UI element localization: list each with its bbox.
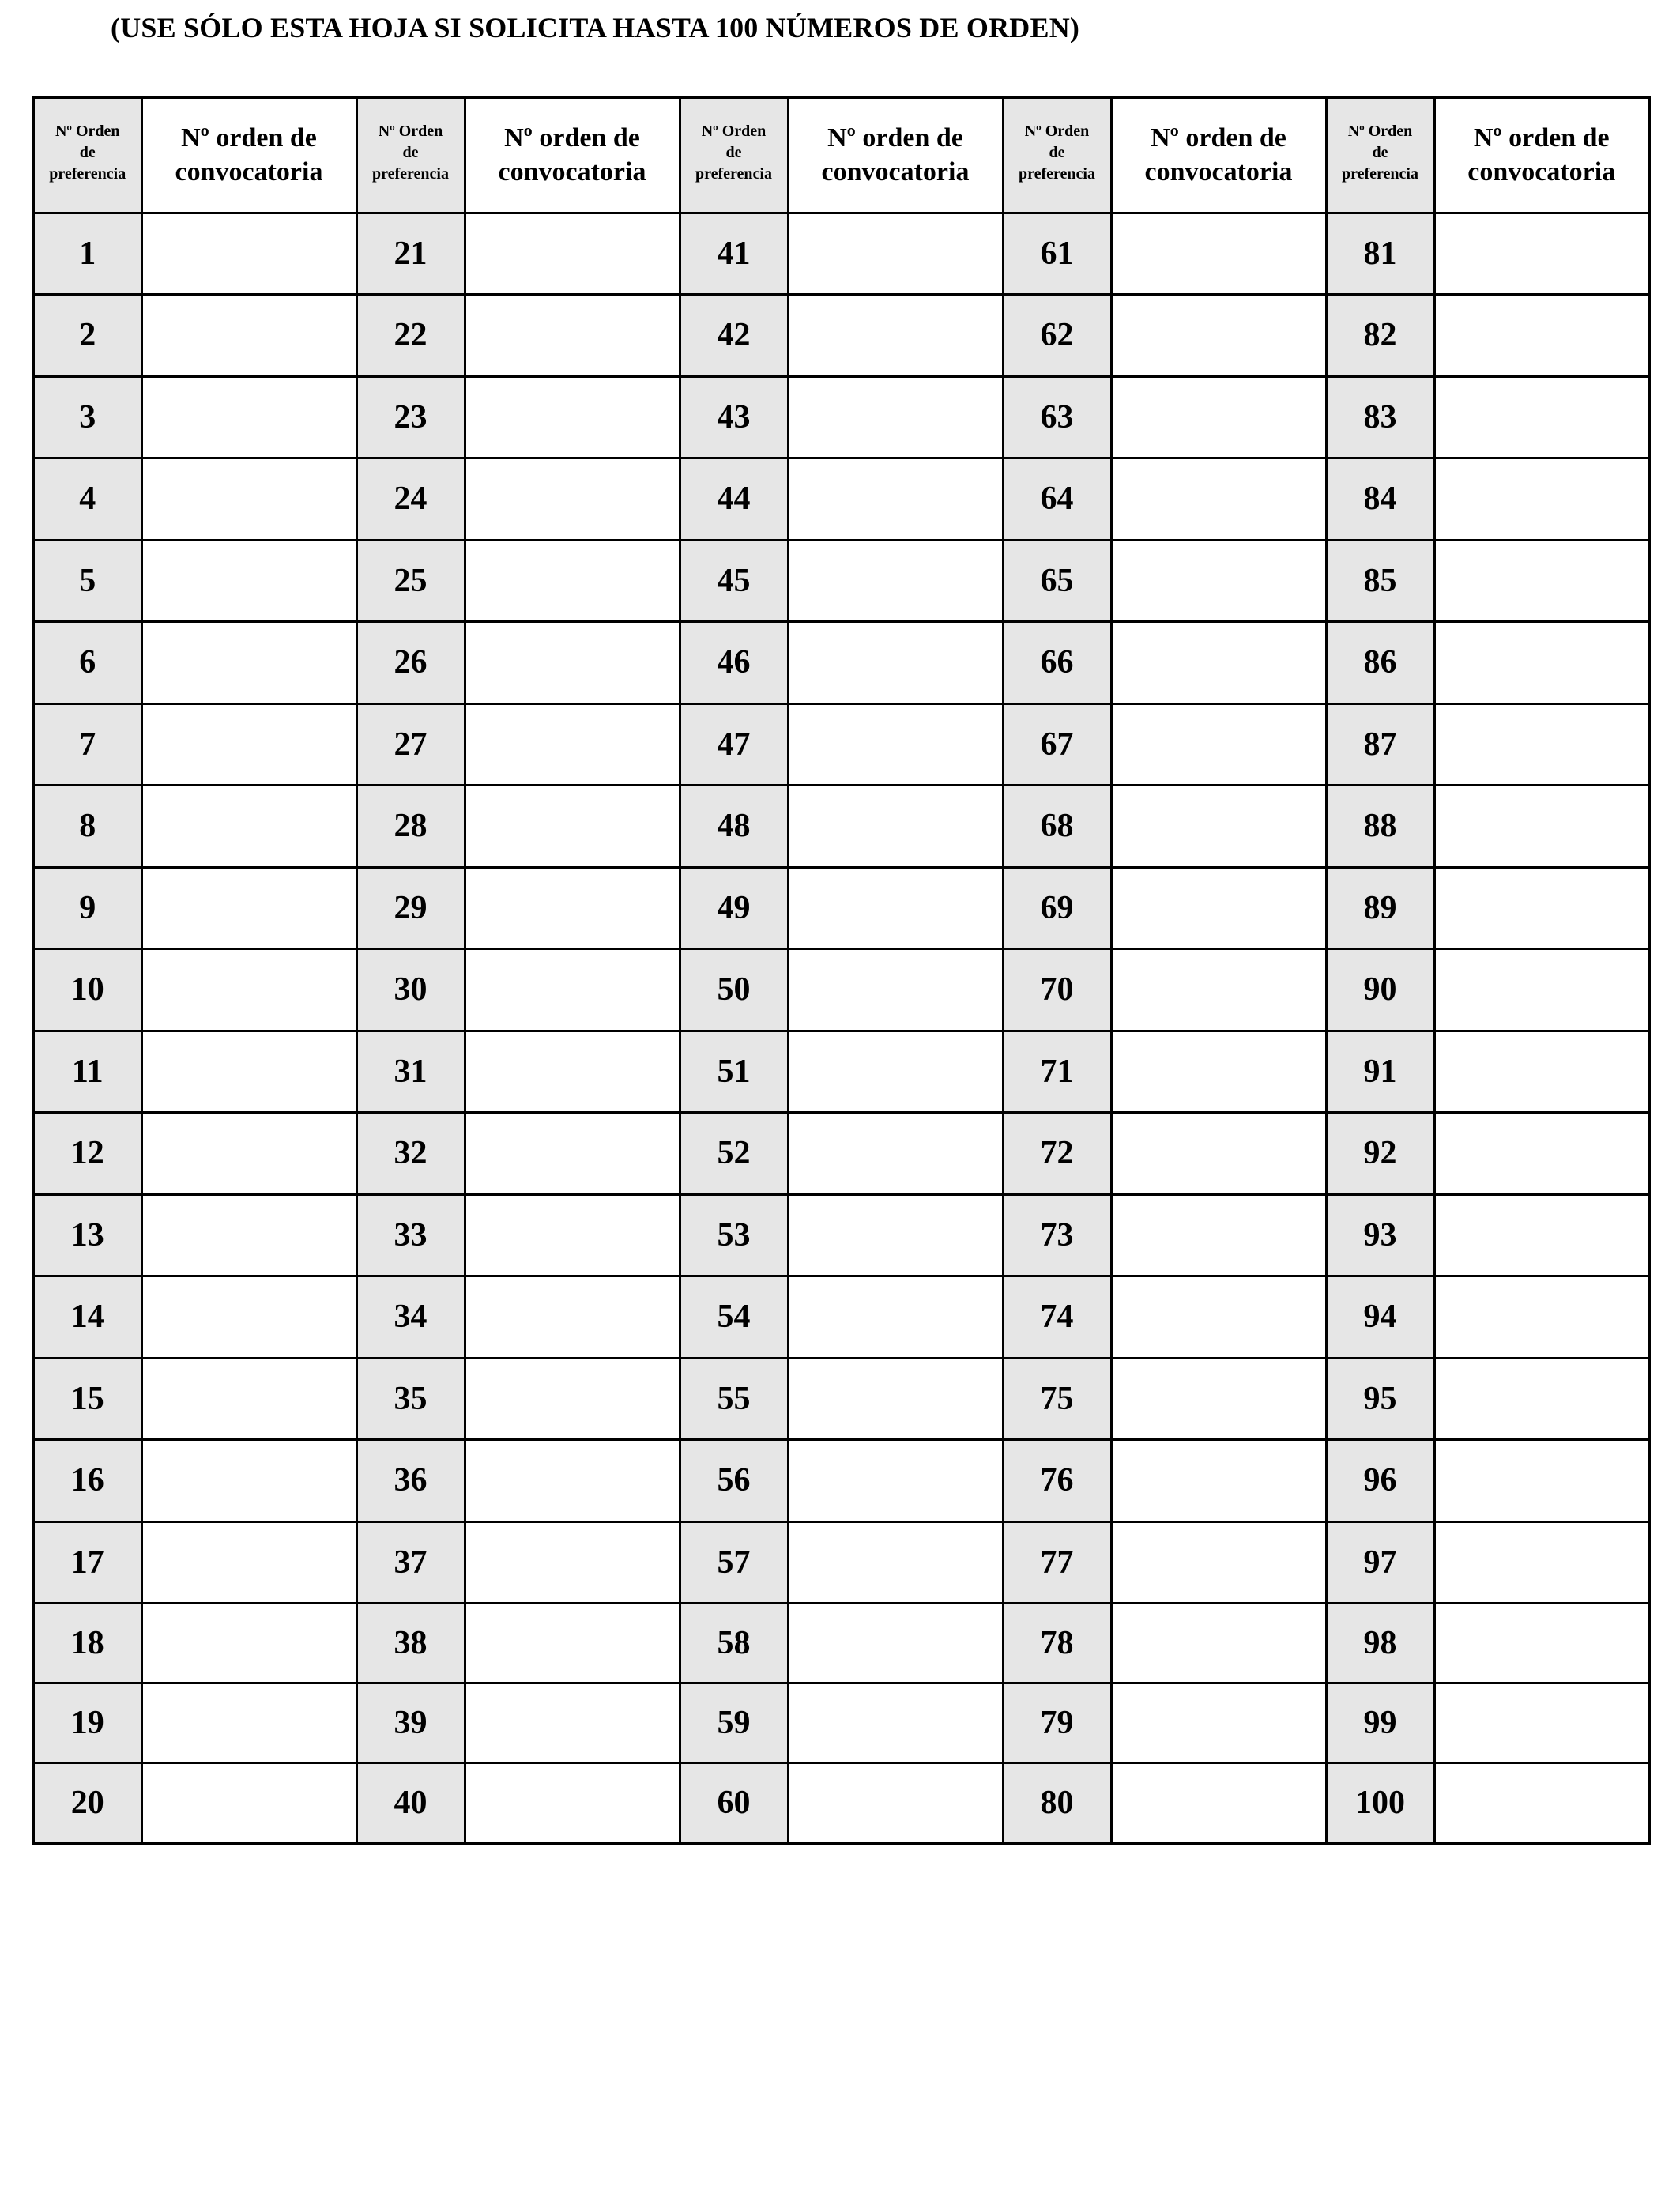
header-label-line: convocatoria (175, 157, 323, 187)
preference-number-cell: 30 (356, 949, 465, 1031)
preference-number-cell: 29 (356, 867, 465, 949)
preference-number-cell: 81 (1326, 213, 1434, 295)
header-label-line: convocatoria (821, 157, 970, 187)
preference-number-cell: 57 (680, 1521, 788, 1604)
preference-number-cell: 52 (680, 1113, 788, 1195)
preference-number-cell: 64 (1003, 458, 1111, 541)
convocatoria-entry-cell[interactable] (1434, 1521, 1649, 1604)
convocatoria-entry-cell[interactable] (1111, 1113, 1326, 1195)
preference-number-cell: 79 (1003, 1683, 1111, 1763)
convocatoria-entry-cell[interactable] (1111, 1194, 1326, 1276)
convocatoria-entry-cell[interactable] (465, 1276, 680, 1359)
convocatoria-entry-cell[interactable] (141, 1358, 356, 1440)
preference-number-cell: 14 (33, 1276, 141, 1359)
preference-number-cell: 76 (1003, 1440, 1111, 1522)
convocatoria-entry-cell[interactable] (141, 1763, 356, 1843)
preference-number-cell: 45 (680, 540, 788, 622)
preference-number-cell: 11 (33, 1031, 141, 1113)
preference-number-cell: 35 (356, 1358, 465, 1440)
table-row (33, 458, 1649, 541)
preference-number-cell: 65 (1003, 540, 1111, 622)
convocatoria-entry-cell[interactable] (1434, 376, 1649, 458)
table-row (33, 1521, 1649, 1604)
preference-number-cell: 69 (1003, 867, 1111, 949)
preference-number-cell: 96 (1326, 1440, 1434, 1522)
convocatoria-entry-cell[interactable] (465, 1521, 680, 1604)
preference-number-cell: 24 (356, 458, 465, 541)
preference-number-cell: 34 (356, 1276, 465, 1359)
preference-number-cell: 8 (33, 786, 141, 868)
convocatoria-entry-cell[interactable] (1111, 295, 1326, 377)
preference-number-cell: 36 (356, 1440, 465, 1522)
convocatoria-entry-cell[interactable] (1434, 1358, 1649, 1440)
convocatoria-entry-cell[interactable] (788, 1358, 1003, 1440)
convocatoria-entry-cell[interactable] (1434, 213, 1649, 295)
preference-number-cell: 51 (680, 1031, 788, 1113)
preference-number-cell: 77 (1003, 1521, 1111, 1604)
preference-number-cell: 4 (33, 458, 141, 541)
preference-number-cell: 93 (1326, 1194, 1434, 1276)
preference-number-cell: 70 (1003, 949, 1111, 1031)
preference-number-cell: 28 (356, 786, 465, 868)
preference-number-cell: 92 (1326, 1113, 1434, 1195)
table-row (33, 1683, 1649, 1763)
preference-number-cell: 16 (33, 1440, 141, 1522)
header-label-line: preferencia (371, 165, 449, 183)
table-row (33, 786, 1649, 868)
preference-number-cell: 89 (1326, 867, 1434, 949)
convocatoria-entry-cell[interactable] (141, 1031, 356, 1113)
convocatoria-entry-cell[interactable] (788, 376, 1003, 458)
preference-number-cell: 59 (680, 1683, 788, 1763)
convocatoria-entry-cell[interactable] (141, 1440, 356, 1522)
convocatoria-entry-cell[interactable] (788, 622, 1003, 704)
convocatoria-entry-cell[interactable] (1434, 1031, 1649, 1113)
header-label-line: preferencia (1341, 165, 1418, 183)
header-orden-convocatoria (788, 97, 1003, 213)
convocatoria-entry-cell[interactable] (141, 1113, 356, 1195)
header-orden-convocatoria (141, 97, 356, 213)
preference-number-cell: 33 (356, 1194, 465, 1276)
preference-number-cell: 98 (1326, 1604, 1434, 1683)
header-row (33, 97, 1649, 213)
header-label-line: preferencia (1018, 165, 1095, 183)
convocatoria-entry-cell[interactable] (1111, 949, 1326, 1031)
convocatoria-entry-cell[interactable] (465, 1031, 680, 1113)
preference-number-cell: 32 (356, 1113, 465, 1195)
preference-number-cell: 83 (1326, 376, 1434, 458)
convocatoria-entry-cell[interactable] (788, 867, 1003, 949)
preference-number-cell: 42 (680, 295, 788, 377)
convocatoria-entry-cell[interactable] (1111, 703, 1326, 786)
preference-number-cell: 31 (356, 1031, 465, 1113)
preference-number-cell: 88 (1326, 786, 1434, 868)
convocatoria-entry-cell[interactable] (788, 1521, 1003, 1604)
convocatoria-entry-cell[interactable] (1434, 540, 1649, 622)
convocatoria-entry-cell[interactable] (788, 1683, 1003, 1763)
convocatoria-entry-cell[interactable] (788, 1604, 1003, 1683)
preference-number-cell: 49 (680, 867, 788, 949)
preference-number-cell: 17 (33, 1521, 141, 1604)
preference-number-cell: 9 (33, 867, 141, 949)
preference-number-cell: 3 (33, 376, 141, 458)
header-label-line: preferencia (695, 165, 772, 183)
preference-number-cell: 39 (356, 1683, 465, 1763)
convocatoria-entry-cell[interactable] (141, 1604, 356, 1683)
header-label-line: Nº Orden (1347, 123, 1413, 140)
convocatoria-entry-cell[interactable] (1434, 1440, 1649, 1522)
preference-number-cell: 13 (33, 1194, 141, 1276)
convocatoria-entry-cell[interactable] (141, 1521, 356, 1604)
preference-number-cell: 78 (1003, 1604, 1111, 1683)
convocatoria-entry-cell[interactable] (1434, 786, 1649, 868)
preference-number-cell: 86 (1326, 622, 1434, 704)
convocatoria-entry-cell[interactable] (788, 1440, 1003, 1522)
preference-number-cell: 22 (356, 295, 465, 377)
header-label-line: Nº Orden (1024, 123, 1090, 140)
header-orden-preferencia (33, 97, 141, 213)
preference-number-cell: 10 (33, 949, 141, 1031)
convocatoria-entry-cell[interactable] (465, 703, 680, 786)
header-label-line: Nº Orden (378, 123, 443, 140)
table-row (33, 703, 1649, 786)
preference-number-cell: 97 (1326, 1521, 1434, 1604)
preference-number-cell: 18 (33, 1604, 141, 1683)
convocatoria-entry-cell[interactable] (141, 786, 356, 868)
convocatoria-entry-cell[interactable] (141, 1194, 356, 1276)
convocatoria-entry-cell[interactable] (141, 703, 356, 786)
preference-number-cell: 91 (1326, 1031, 1434, 1113)
preference-number-cell: 84 (1326, 458, 1434, 541)
preference-number-cell: 85 (1326, 540, 1434, 622)
table-row (33, 1276, 1649, 1359)
convocatoria-entry-cell[interactable] (1111, 867, 1326, 949)
convocatoria-entry-cell[interactable] (1434, 1763, 1649, 1843)
convocatoria-entry-cell[interactable] (1434, 1604, 1649, 1683)
preference-number-cell: 60 (680, 1763, 788, 1843)
convocatoria-entry-cell[interactable] (788, 949, 1003, 1031)
preference-number-cell: 100 (1326, 1763, 1434, 1843)
preference-number-cell: 50 (680, 949, 788, 1031)
convocatoria-entry-cell[interactable] (1111, 1440, 1326, 1522)
table-row (33, 1358, 1649, 1440)
header-orden-convocatoria (465, 97, 680, 213)
convocatoria-entry-cell[interactable] (141, 376, 356, 458)
header-label-line: convocatoria (1467, 157, 1616, 187)
preference-number-cell: 46 (680, 622, 788, 704)
convocatoria-entry-cell[interactable] (141, 213, 356, 295)
preference-number-cell: 71 (1003, 1031, 1111, 1113)
convocatoria-entry-cell[interactable] (1111, 376, 1326, 458)
convocatoria-entry-cell[interactable] (1434, 949, 1649, 1031)
preference-number-cell: 55 (680, 1358, 788, 1440)
header-label-line: Nº Orden (701, 123, 767, 140)
preference-number-cell: 5 (33, 540, 141, 622)
convocatoria-entry-cell[interactable] (788, 1194, 1003, 1276)
convocatoria-entry-cell[interactable] (1111, 1276, 1326, 1359)
table-body (33, 213, 1649, 1843)
convocatoria-entry-cell[interactable] (1111, 1683, 1326, 1763)
preference-number-cell: 75 (1003, 1358, 1111, 1440)
convocatoria-entry-cell[interactable] (1434, 867, 1649, 949)
header-label-line: Nº orden de (1473, 123, 1610, 153)
header-label-line: Nº orden de (181, 123, 317, 153)
convocatoria-entry-cell[interactable] (465, 867, 680, 949)
header-label-line: Nº orden de (827, 123, 963, 153)
preference-number-cell: 7 (33, 703, 141, 786)
convocatoria-entry-cell[interactable] (465, 1440, 680, 1522)
convocatoria-entry-cell[interactable] (1111, 1031, 1326, 1113)
header-orden-preferencia (680, 97, 788, 213)
preference-number-cell: 72 (1003, 1113, 1111, 1195)
convocatoria-entry-cell[interactable] (465, 376, 680, 458)
convocatoria-entry-cell[interactable] (465, 213, 680, 295)
convocatoria-entry-cell[interactable] (788, 703, 1003, 786)
header-label-line: convocatoria (498, 157, 646, 187)
convocatoria-entry-cell[interactable] (465, 540, 680, 622)
convocatoria-entry-cell[interactable] (1111, 540, 1326, 622)
preference-number-cell: 21 (356, 213, 465, 295)
table-row (33, 1031, 1649, 1113)
preference-number-cell: 61 (1003, 213, 1111, 295)
convocatoria-entry-cell[interactable] (465, 622, 680, 704)
convocatoria-entry-cell[interactable] (1434, 458, 1649, 541)
preference-number-cell: 43 (680, 376, 788, 458)
convocatoria-entry-cell[interactable] (141, 622, 356, 704)
table-row (33, 213, 1649, 295)
page-heading: (USE SÓLO ESTA HOJA SI SOLICITA HASTA 100 NÚMEROS DE ORDEN) (111, 12, 1080, 43)
preference-number-cell: 27 (356, 703, 465, 786)
header-label-line: Nº orden de (1151, 123, 1286, 153)
convocatoria-entry-cell[interactable] (1111, 786, 1326, 868)
preference-number-cell: 38 (356, 1604, 465, 1683)
preference-number-cell: 73 (1003, 1194, 1111, 1276)
preference-number-cell: 95 (1326, 1358, 1434, 1440)
table-row (33, 1763, 1649, 1843)
header-orden-convocatoria (1434, 97, 1649, 213)
table-row (33, 1113, 1649, 1195)
convocatoria-entry-cell[interactable] (788, 786, 1003, 868)
convocatoria-entry-cell[interactable] (1434, 295, 1649, 377)
convocatoria-entry-cell[interactable] (141, 1276, 356, 1359)
convocatoria-entry-cell[interactable] (141, 540, 356, 622)
preference-number-cell: 41 (680, 213, 788, 295)
preference-number-cell: 48 (680, 786, 788, 868)
header-label-line: de (79, 144, 96, 161)
convocatoria-entry-cell[interactable] (788, 1031, 1003, 1113)
convocatoria-entry-cell[interactable] (141, 458, 356, 541)
preference-number-cell: 99 (1326, 1683, 1434, 1763)
convocatoria-entry-cell[interactable] (788, 540, 1003, 622)
convocatoria-entry-cell[interactable] (1111, 622, 1326, 704)
convocatoria-entry-cell[interactable] (141, 867, 356, 949)
header-label-line: de (402, 144, 419, 161)
convocatoria-entry-cell[interactable] (788, 1276, 1003, 1359)
table-row (33, 540, 1649, 622)
preference-number-cell: 40 (356, 1763, 465, 1843)
preference-number-cell: 66 (1003, 622, 1111, 704)
preference-number-cell: 1 (33, 213, 141, 295)
table-row (33, 949, 1649, 1031)
header-orden-convocatoria (1111, 97, 1326, 213)
convocatoria-entry-cell[interactable] (141, 949, 356, 1031)
preference-number-cell: 53 (680, 1194, 788, 1276)
convocatoria-entry-cell[interactable] (141, 295, 356, 377)
convocatoria-entry-cell[interactable] (1111, 1604, 1326, 1683)
preference-number-cell: 63 (1003, 376, 1111, 458)
preference-number-cell: 6 (33, 622, 141, 704)
header-label-line: Nº orden de (504, 123, 640, 153)
convocatoria-entry-cell[interactable] (788, 458, 1003, 541)
convocatoria-entry-cell[interactable] (141, 1683, 356, 1763)
convocatoria-entry-cell[interactable] (1434, 1276, 1649, 1359)
convocatoria-entry-cell[interactable] (788, 1113, 1003, 1195)
preference-number-cell: 74 (1003, 1276, 1111, 1359)
header-label-line: de (1049, 144, 1065, 161)
convocatoria-entry-cell[interactable] (465, 1763, 680, 1843)
table-row (33, 1604, 1649, 1683)
preference-number-cell: 47 (680, 703, 788, 786)
preference-number-cell: 67 (1003, 703, 1111, 786)
preference-number-cell: 94 (1326, 1276, 1434, 1359)
convocatoria-entry-cell[interactable] (465, 458, 680, 541)
convocatoria-entry-cell[interactable] (465, 1194, 680, 1276)
header-label-line: de (725, 144, 742, 161)
convocatoria-entry-cell[interactable] (465, 1683, 680, 1763)
preference-number-cell: 20 (33, 1763, 141, 1843)
preference-number-cell: 23 (356, 376, 465, 458)
convocatoria-entry-cell[interactable] (1111, 1358, 1326, 1440)
convocatoria-entry-cell[interactable] (1111, 1763, 1326, 1843)
convocatoria-entry-cell[interactable] (788, 213, 1003, 295)
convocatoria-entry-cell[interactable] (465, 786, 680, 868)
table-row (33, 622, 1649, 704)
preference-number-cell: 15 (33, 1358, 141, 1440)
header-label-line: Nº Orden (55, 123, 120, 140)
preference-number-cell: 37 (356, 1521, 465, 1604)
convocatoria-entry-cell[interactable] (1111, 1521, 1326, 1604)
header-orden-preferencia (1326, 97, 1434, 213)
preference-number-cell: 25 (356, 540, 465, 622)
preference-number-cell: 44 (680, 458, 788, 541)
convocatoria-entry-cell[interactable] (1434, 622, 1649, 704)
convocatoria-entry-cell[interactable] (1434, 1683, 1649, 1763)
table-row (33, 1194, 1649, 1276)
preference-number-cell: 54 (680, 1276, 788, 1359)
header-label-line: preferencia (49, 165, 126, 183)
convocatoria-entry-cell[interactable] (1111, 458, 1326, 541)
convocatoria-entry-cell[interactable] (465, 1113, 680, 1195)
preference-number-cell: 56 (680, 1440, 788, 1522)
header-label-line: convocatoria (1144, 157, 1293, 187)
convocatoria-entry-cell[interactable] (465, 295, 680, 377)
convocatoria-entry-cell[interactable] (1434, 703, 1649, 786)
order-preference-table (32, 96, 1651, 1845)
preference-number-cell: 26 (356, 622, 465, 704)
table-row (33, 867, 1649, 949)
convocatoria-entry-cell[interactable] (465, 1604, 680, 1683)
table-row (33, 295, 1649, 377)
convocatoria-entry-cell[interactable] (1434, 1194, 1649, 1276)
convocatoria-entry-cell[interactable] (788, 1763, 1003, 1843)
preference-number-cell: 80 (1003, 1763, 1111, 1843)
convocatoria-entry-cell[interactable] (465, 949, 680, 1031)
convocatoria-entry-cell[interactable] (1111, 213, 1326, 295)
preference-number-cell: 58 (680, 1604, 788, 1683)
preference-number-cell: 19 (33, 1683, 141, 1763)
convocatoria-entry-cell[interactable] (788, 295, 1003, 377)
preference-number-cell: 82 (1326, 295, 1434, 377)
header-label-line: de (1372, 144, 1388, 161)
convocatoria-entry-cell[interactable] (465, 1358, 680, 1440)
table-row (33, 1440, 1649, 1522)
preference-number-cell: 90 (1326, 949, 1434, 1031)
header-orden-preferencia (1003, 97, 1111, 213)
preference-number-cell: 87 (1326, 703, 1434, 786)
preference-number-cell: 62 (1003, 295, 1111, 377)
preference-number-cell: 12 (33, 1113, 141, 1195)
table-row (33, 376, 1649, 458)
preference-number-cell: 2 (33, 295, 141, 377)
preference-number-cell: 68 (1003, 786, 1111, 868)
convocatoria-entry-cell[interactable] (1434, 1113, 1649, 1195)
header-orden-preferencia (356, 97, 465, 213)
